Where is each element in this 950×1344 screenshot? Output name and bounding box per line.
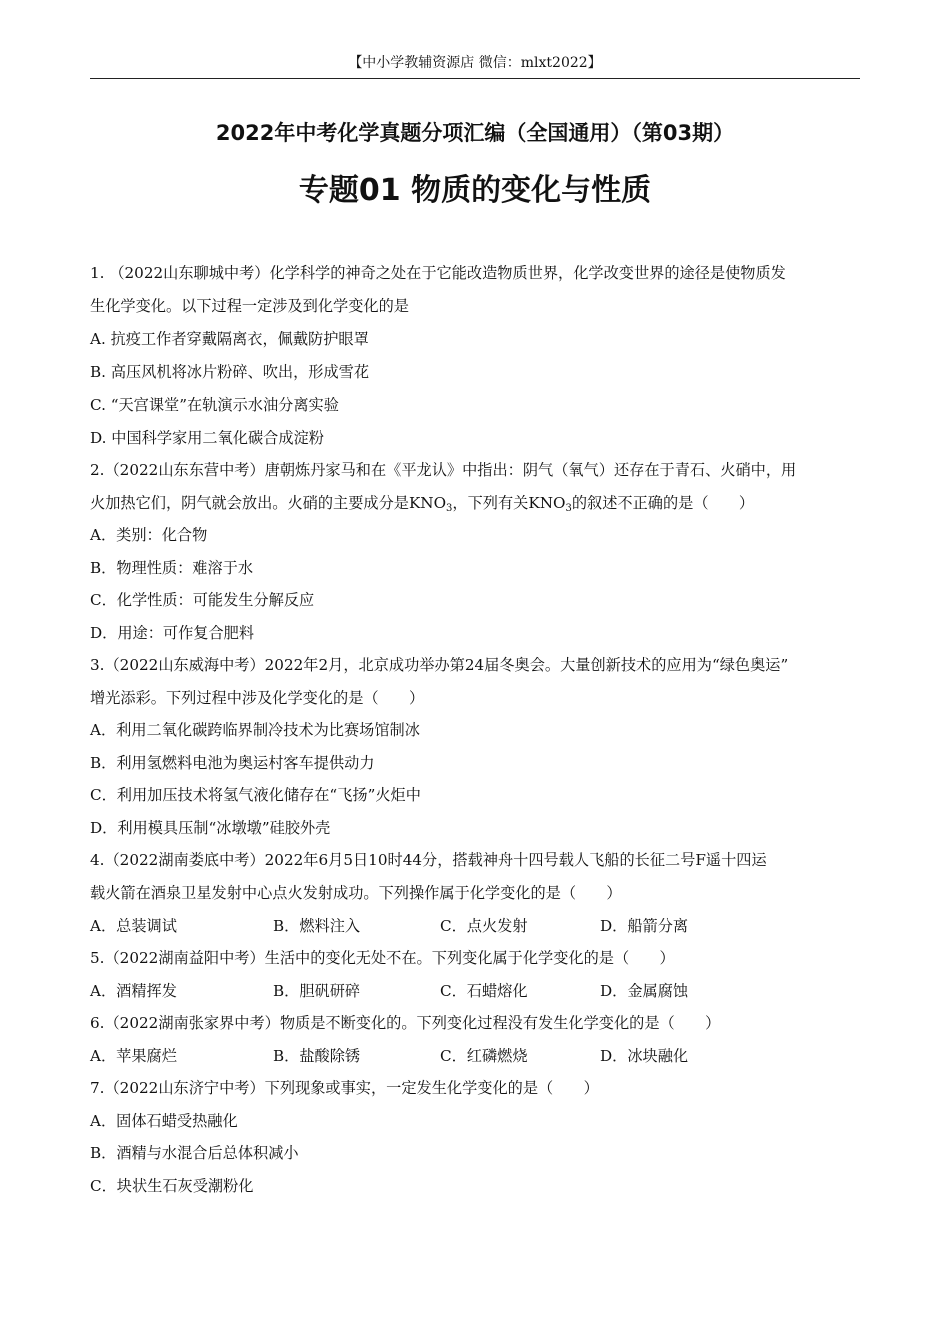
question-2-option-b: B．物理性质：难溶于水: [90, 559, 254, 577]
question-3-option-b: B．利用氢燃料电池为奥运村客车提供动力: [90, 754, 375, 772]
question-4-option-a: A．总装调试: [90, 917, 177, 935]
question-4-text: 4.（2022湖南娄底中考）2022年6月5日10时44分，搭载神舟十四号载人飞船的长征二号F遥十四运: [90, 851, 767, 869]
question-4-option-d: D．船箭分离: [600, 917, 689, 935]
question-3-option-c: C．利用加压技术将氢气液化储存在“飞扬”火炬中: [90, 786, 421, 804]
question-1-text-cont: 生化学变化。以下过程一定涉及到化学变化的是: [90, 297, 409, 315]
question-1-text: 1. （2022山东聊城中考）化学科学的神奇之处在于它能改造物质世界，化学改变世界的途径是使物质发: [90, 264, 786, 282]
question-1-option-d: D. 中国科学家用二氧化碳合成淀粉: [90, 429, 324, 447]
question-6-option-d: D．冰块融化: [600, 1047, 689, 1065]
page-header: 【中小学教辅资源店 微信：mlxt2022】: [90, 52, 860, 79]
question-2-text: 2.（2022山东东营中考）唐朝炼丹家马和在《平龙认》中指出：阴气（氧气）还存在于青石、火硝中，用: [90, 461, 797, 479]
question-2-option-a: A．类别：化合物: [90, 526, 208, 544]
question-5-option-d: D．金属腐蚀: [600, 982, 689, 1000]
question-5-option-b: B．胆矾研碎: [273, 982, 361, 1000]
topic-title: 专题01 物质的变化与性质: [298, 173, 652, 208]
question-4-text-cont: 载火箭在酒泉卫星发射中心点火发射成功。下列操作属于化学变化的是（ ）: [90, 884, 622, 902]
question-2-option-c: C．化学性质：可能发生分解反应: [90, 591, 315, 609]
question-5-option-c: C．石蜡熔化: [440, 982, 528, 1000]
question-4-option-b: B．燃料注入: [273, 917, 361, 935]
question-7-option-a: A．固体石蜡受热融化: [90, 1112, 238, 1130]
question-3-text: 3.（2022山东威海中考）2022年2月，北京成功举办第24届冬奥会。大量创新技术的应用为“绿色奥运”: [90, 656, 789, 674]
question-3-option-a: A．利用二氧化碳跨临界制冷技术为比赛场馆制冰: [90, 721, 420, 739]
question-1-option-c: C. “天宫课堂”在轨演示水油分离实验: [90, 396, 339, 414]
question-7-text: 7.（2022山东济宁中考）下列现象或事实，一定发生化学变化的是（ ）: [90, 1079, 599, 1097]
question-6-option-c: C．红磷燃烧: [440, 1047, 528, 1065]
question-6-option-b: B．盐酸除锈: [273, 1047, 361, 1065]
question-1-option-a: A. 抗疫工作者穿戴隔离衣，佩戴防护眼罩: [90, 330, 369, 348]
question-7-option-b: B．酒精与水混合后总体积减小: [90, 1144, 299, 1162]
question-6-text: 6.（2022湖南张家界中考）物质是不断变化的。下列变化过程没有发生化学变化的是（ ）: [90, 1014, 721, 1032]
document-title: 2022年中考化学真题分项汇编（全国通用）（第03期）: [215, 121, 735, 145]
question-5-text: 5.（2022湖南益阳中考）生活中的变化无处不在。下列变化属于化学变化的是（ ）: [90, 949, 675, 967]
question-5-option-a: A．酒精挥发: [90, 982, 177, 1000]
question-7-option-c: C．块状生石灰受潮粉化: [90, 1177, 254, 1195]
question-5-options: [90, 980, 860, 1004]
question-6-option-a: A．苹果腐烂: [90, 1047, 177, 1065]
question-2-text-cont: 火加热它们，阴气就会放出。火硝的主要成分是$KNO_3$，下列有关$KNO_3$的叙述不正确的是（ ）: [90, 494, 755, 514]
question-6-options: [90, 1045, 860, 1069]
question-4-options: [90, 915, 860, 939]
question-1-option-b: B. 高压风机将冰片粉碎、吹出，形成雪花: [90, 363, 370, 381]
question-2-option-d: D．用途：可作复合肥料: [90, 624, 255, 642]
question-4-option-c: C．点火发射: [440, 917, 528, 935]
question-3-option-d: D．利用模具压制“冰墩墩”硅胶外壳: [90, 819, 331, 837]
question-3-text-cont: 增光添彩。下列过程中涉及化学变化的是（ ）: [90, 689, 425, 707]
